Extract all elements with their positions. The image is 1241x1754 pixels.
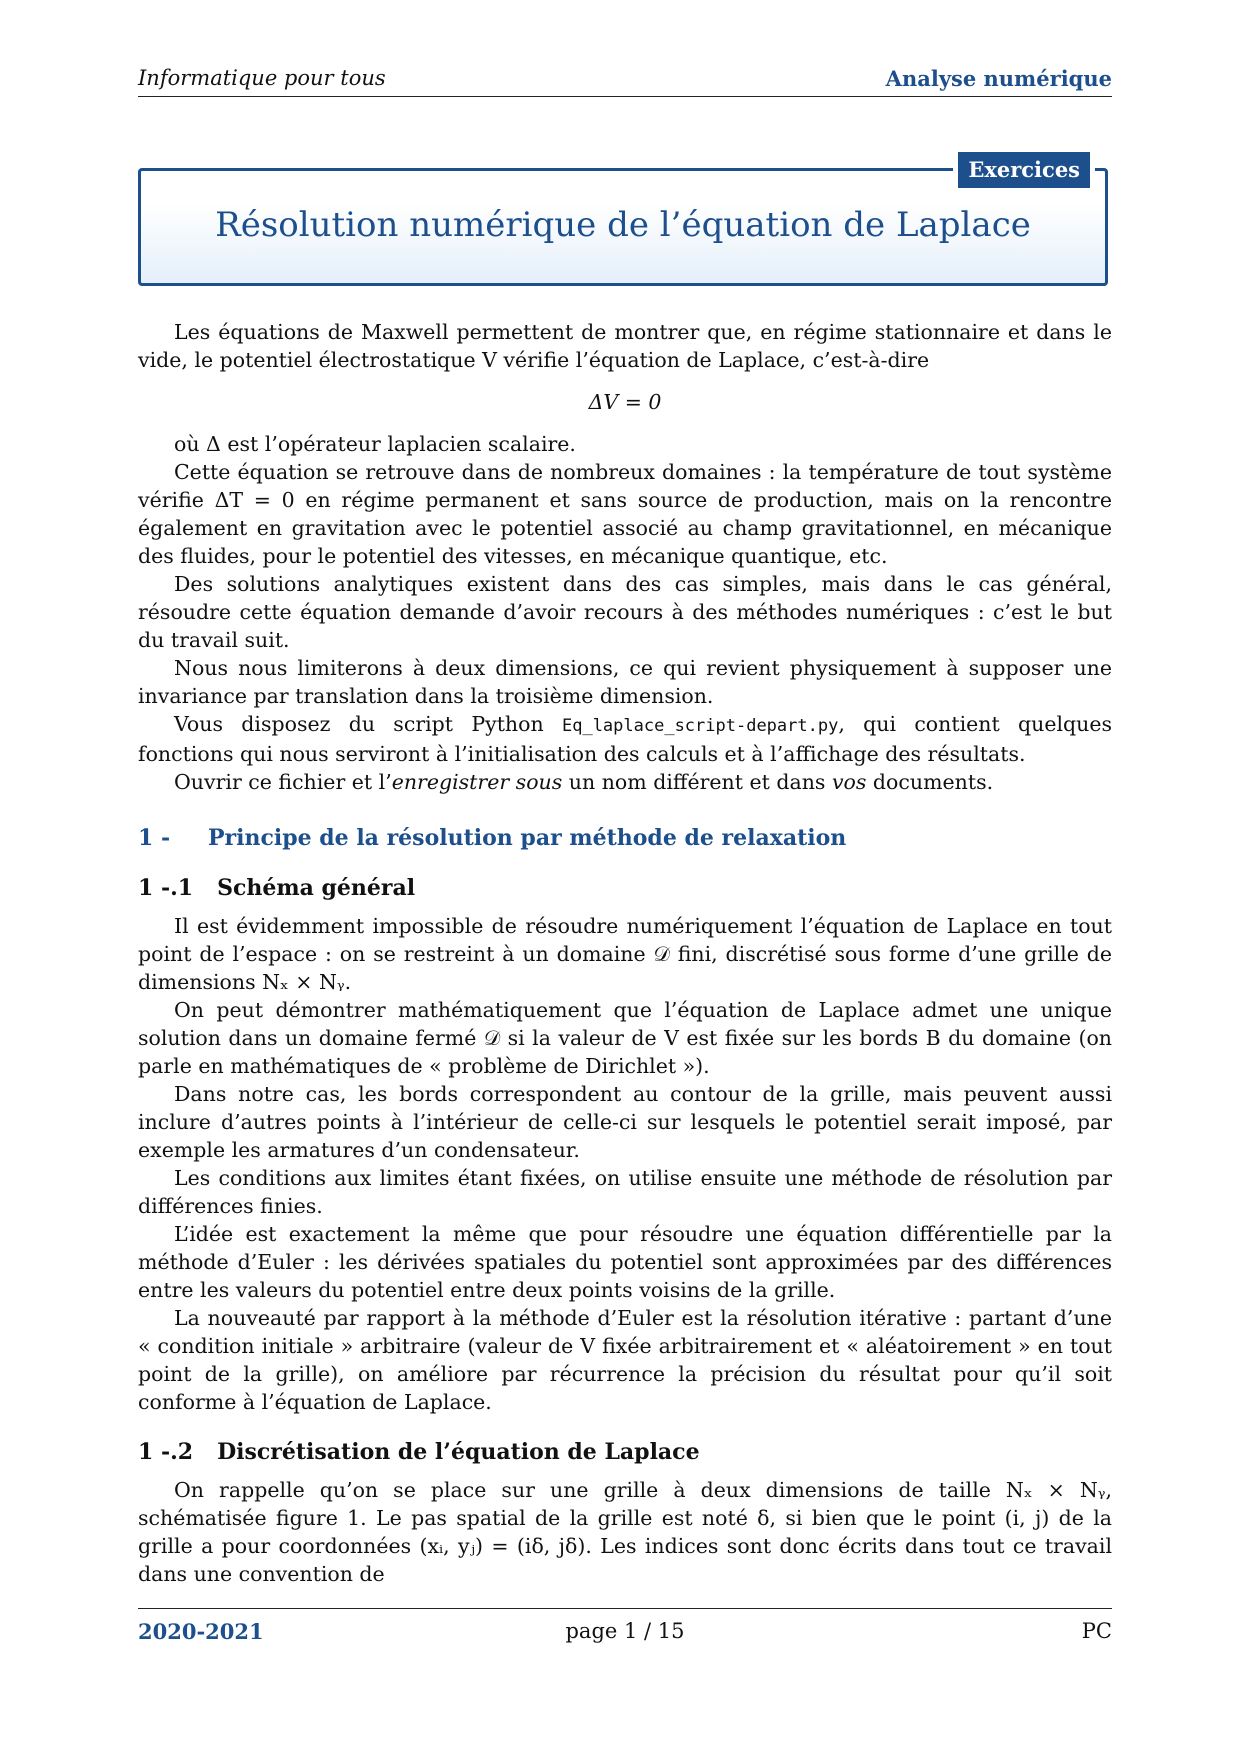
body-paragraph: On peut démontrer mathématiquement que l’équation de Laplace admet une unique solution dans un domaine fermé 𝒟 si la valeur de V est fixée sur les bords B du domaine (on parle en mathématiques de « problème de Dirichlet »).	[138, 998, 1112, 1078]
footer-class: PC	[1081, 1619, 1112, 1643]
intro-paragraph-instruction	[138, 768, 1112, 796]
intro-paragraph-script	[138, 710, 1112, 768]
body-paragraph: On rappelle qu’on se place sur une grille à deux dimensions de taille Nₓ × Nᵧ, schématisée figure 1. Le pas spatial de la grille est noté δ, si bien que le point (i, j) de la grille a pour coordonnées (xᵢ, yⱼ) = (iδ, jδ). Les indices sont donc écrits dans tout ce travail dans une convention de	[138, 1478, 1112, 1586]
subsection-heading	[138, 874, 1112, 902]
subsection-heading	[138, 1438, 1112, 1466]
emphasis: vos	[831, 770, 867, 794]
main-content	[138, 318, 1112, 1588]
text-fragment: Ouvrir ce fichier et l’	[174, 770, 392, 794]
section-number: 1 -	[138, 825, 171, 851]
intro-paragraph: Nous nous limiterons à deux dimensions, ce qui revient physiquement à supposer une invariance par translation dans la troisième dimension.	[138, 656, 1112, 708]
text-fragment: Vous disposez du script Python	[174, 712, 562, 736]
body-paragraph: Dans notre cas, les bords correspondent au contour de la grille, mais peuvent aussi inclure d’autres points à l’intérieur de celle-ci sur lesquels le potentiel serait imposé, par exemple les armatures d’un condensateur.	[138, 1082, 1112, 1162]
text-fragment: documents.	[866, 770, 994, 794]
footer-year: 2020-2021	[138, 1619, 264, 1644]
intro-paragraph: où Δ est l’opérateur laplacien scalaire.	[174, 432, 576, 456]
exercise-tag: Exercices	[958, 152, 1090, 188]
page-title: Résolution numérique de l’équation de Laplace	[215, 205, 1031, 245]
text-fragment: , qui contient quelques fonctions qui nous serviront à l’initialisation des calculs et à l’affichage des résultats.	[138, 712, 1112, 766]
body-paragraph: Les conditions aux limites étant fixées, on utilise ensuite une méthode de résolution par différences finies.	[138, 1166, 1112, 1218]
subsection-title: Schéma général	[217, 875, 416, 901]
running-header	[138, 66, 1112, 97]
emphasis: enregistrer sous	[391, 770, 563, 794]
section-heading	[138, 824, 1112, 852]
header-chapter-name: Analyse numérique	[885, 66, 1112, 91]
text-fragment: un nom différent et dans	[562, 770, 832, 794]
intro-paragraph: Les équations de Maxwell permettent de montrer que, en régime stationnaire et dans le vide, le potentiel électrostatique V vérifie l’équation de Laplace, c’est-à-dire	[138, 320, 1112, 372]
laplace-equation: ΔV = 0	[588, 390, 662, 414]
subsection-number: 1 -.1	[138, 875, 194, 901]
subsection-title: Discrétisation de l’équation de Laplace	[217, 1439, 700, 1465]
section-title: Principe de la résolution par méthode de relaxation	[208, 825, 847, 851]
intro-paragraph: Des solutions analytiques existent dans des cas simples, mais dans le cas général, résoudre cette équation demande d’avoir recours à des méthodes numériques : c’est le but du travail suit.	[138, 572, 1112, 652]
body-paragraph: Il est évidemment impossible de résoudre numériquement l’équation de Laplace en tout point de l’espace : on se restreint à un domaine 𝒟 fini, discrétisé sous forme d’une grille de dimensions Nₓ × Nᵧ.	[138, 914, 1112, 994]
header-course-name: Informatique pour tous	[138, 66, 386, 90]
body-paragraph: La nouveauté par rapport à la méthode d’Euler est la résolution itérative : partant d’une « condition initiale » arbitraire (valeur de V fixée arbitrairement et « aléatoirement » en tout point de la grille), on améliore par récurrence la précision du résultat pour qu’il soit conforme à l’équation de Laplace.	[138, 1306, 1112, 1414]
subsection-number: 1 -.2	[138, 1439, 194, 1465]
title-box	[138, 157, 1108, 286]
script-filename: Eq_laplace_script-depart.py	[561, 716, 839, 736]
intro-paragraph: Cette équation se retrouve dans de nombreux domaines : la température de tout système vérifie ΔT = 0 en régime permanent et sans source de production, mais on la rencontre également en gravitation avec le potentiel associé au champ gravitationnel, en mécanique des fluides, pour le potentiel des vitesses, en mécanique quantique, etc.	[138, 460, 1112, 568]
running-footer	[138, 1608, 1112, 1649]
page-number: page 1 / 15	[565, 1619, 685, 1643]
document-page	[138, 0, 1112, 1754]
body-paragraph: L’idée est exactement la même que pour résoudre une équation différentielle par la méthode d’Euler : les dérivées spatiales du potentiel sont approximées par des différences entre les valeurs du potentiel entre deux points voisins de la grille.	[138, 1222, 1112, 1302]
